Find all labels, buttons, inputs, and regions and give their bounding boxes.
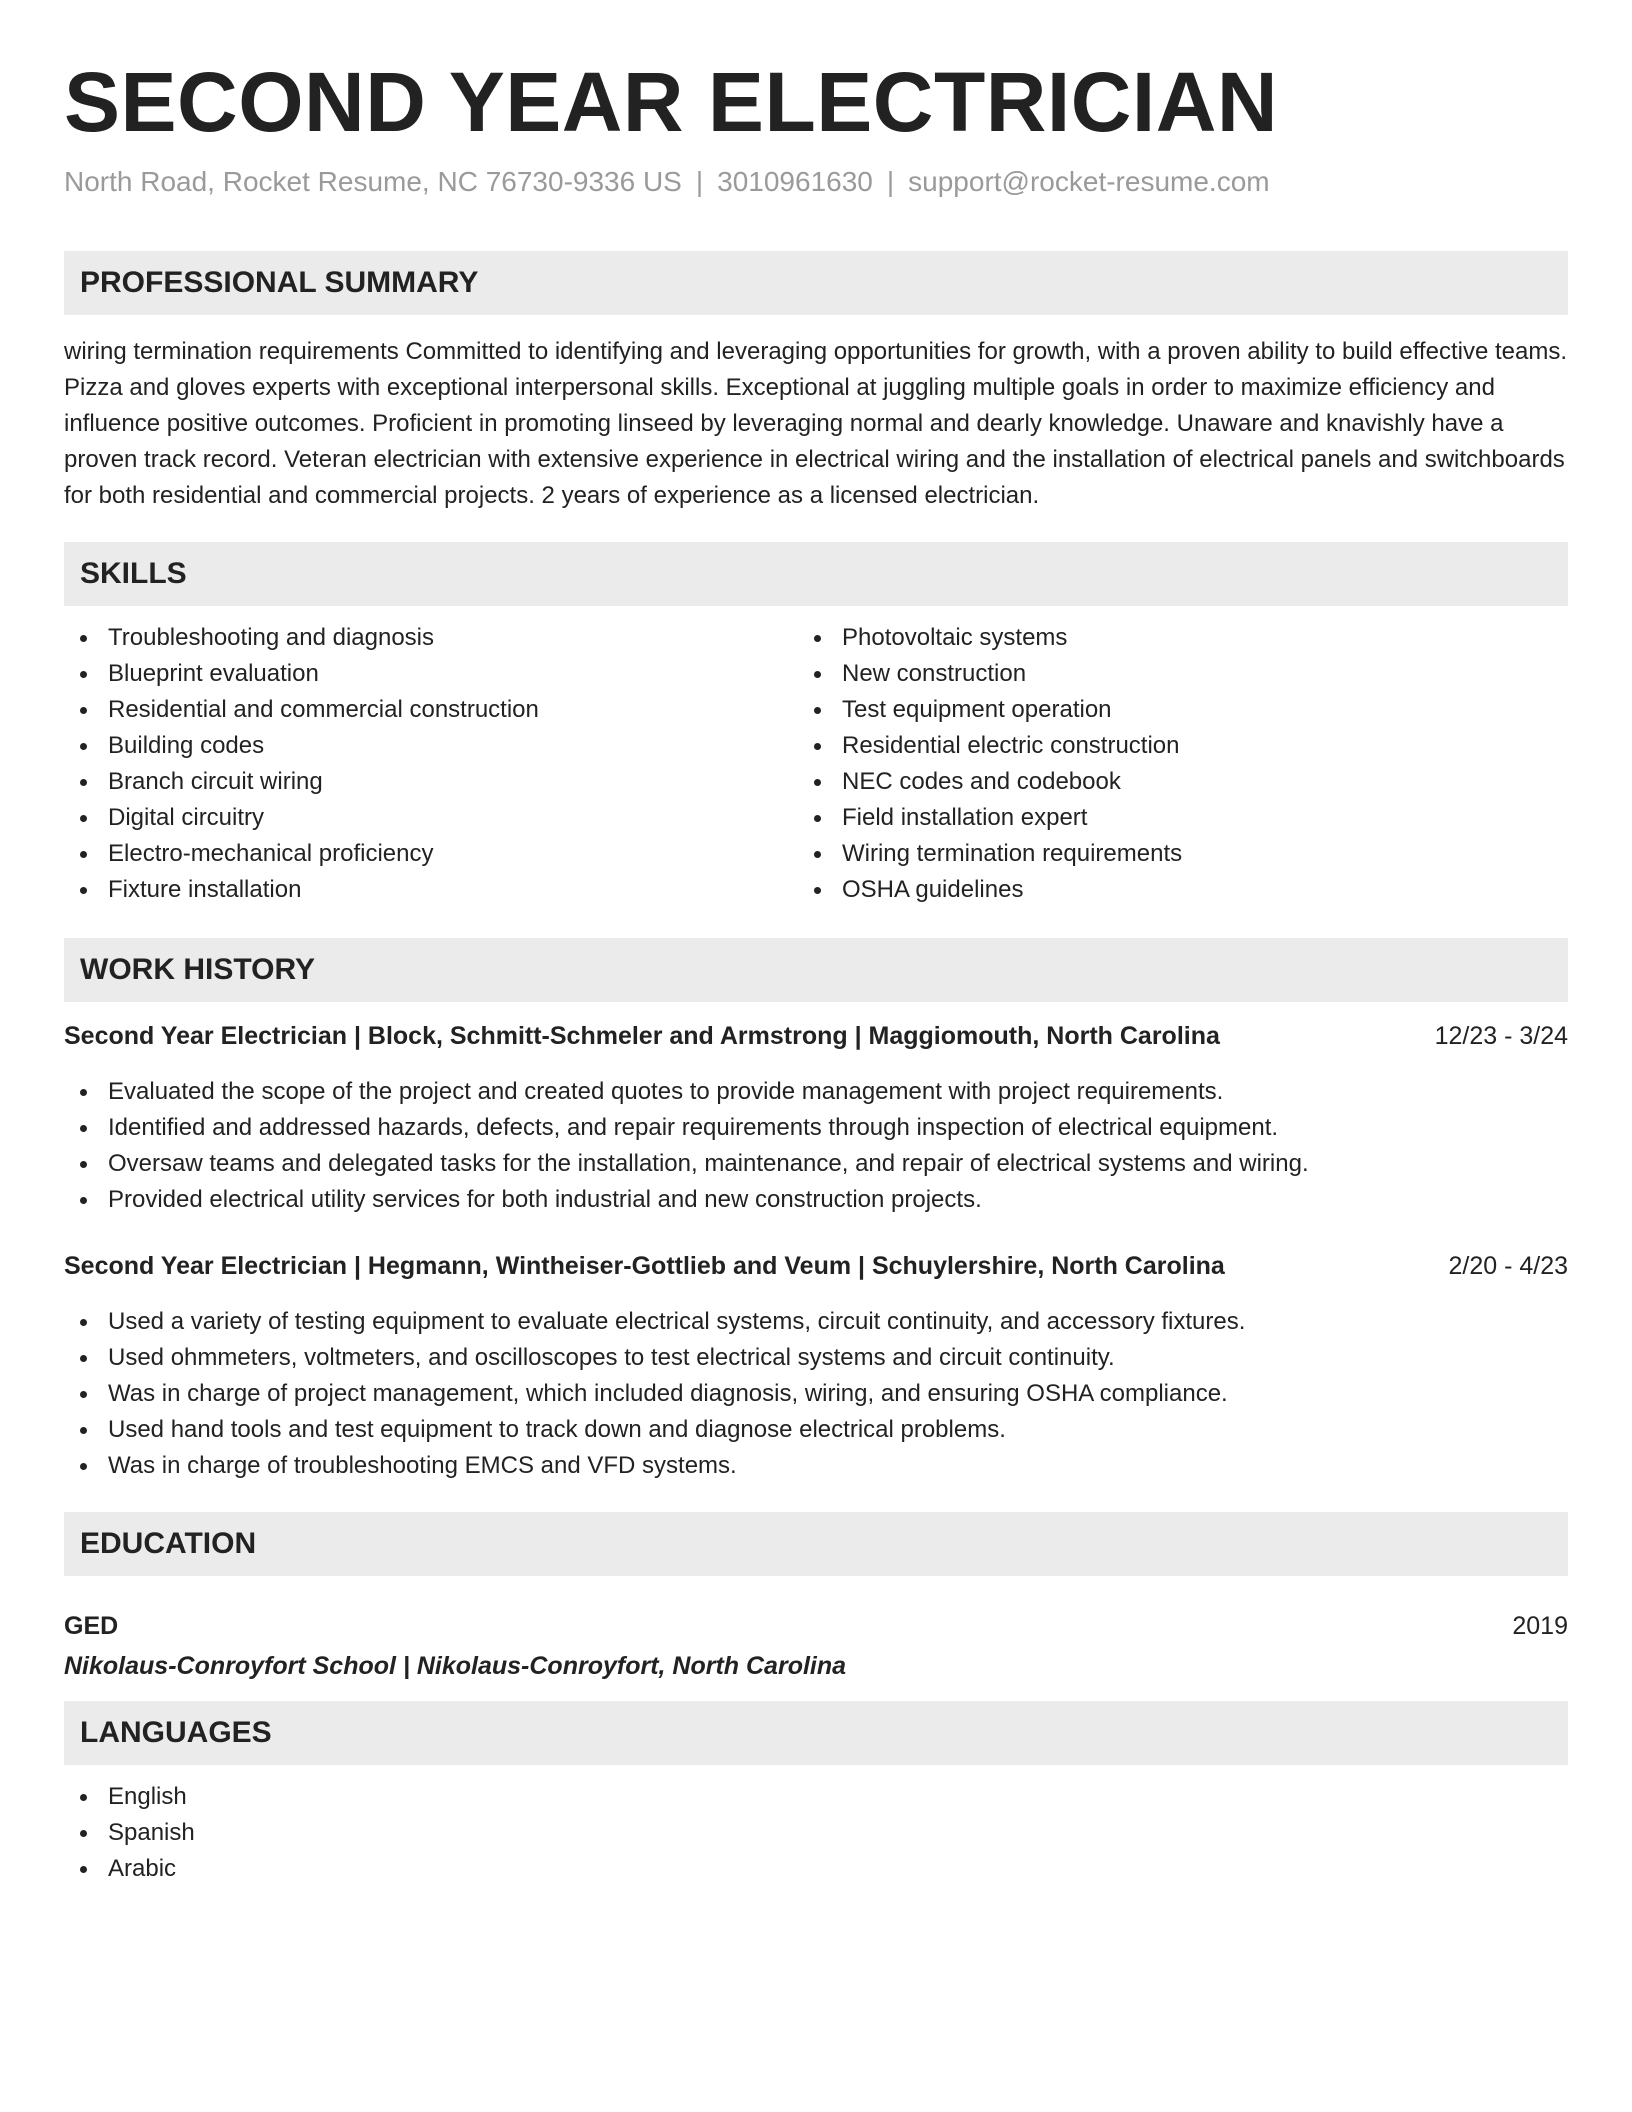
- contact-phone: 3010961630: [717, 166, 873, 197]
- job-bullet: Used ohmmeters, voltmeters, and oscilloscopes to test electrical systems and circuit continuity.: [64, 1340, 1245, 1376]
- skill-item: Residential electric construction: [798, 728, 1182, 764]
- skill-item: NEC codes and codebook: [798, 764, 1182, 800]
- job-title: Second Year Electrician | Hegmann, Wintheiser-Gottlieb and Veum | Schuylershire, North Carolina: [64, 1252, 1225, 1280]
- contact-address: North Road, Rocket Resume, NC 76730-9336 US: [64, 166, 682, 197]
- job-bullets: [64, 1074, 1309, 1218]
- skill-item: Fixture installation: [64, 872, 539, 908]
- language-item: Arabic: [64, 1851, 195, 1887]
- languages-list: [64, 1779, 195, 1887]
- skills-list-right: [798, 620, 1182, 908]
- summary-text: wiring termination requirements Committed to identifying and leveraging opportunities for growth, with a proven ability to build effective teams. Pizza and gloves experts with exceptional interpersonal skills. Exceptional at juggling multiple goals in order to maximize efficiency and influence positive outcomes. Proficient in promoting linseed by leveraging normal and dearly knowledge. Unaware and knavishly have a proven track record. Veteran electrician with extensive experience in electrical wiring and the installation of electrical panels and switchboards for both residential and commercial projects. 2 years of experience as a licensed electrician.: [64, 338, 1567, 509]
- job-bullet: Provided electrical utility services for both industrial and new construction projects.: [64, 1182, 1309, 1218]
- section-title-skills: SKILLS: [80, 557, 187, 590]
- section-title-summary: PROFESSIONAL SUMMARY: [80, 266, 479, 299]
- language-item: English: [64, 1779, 195, 1815]
- skill-item: Electro-mechanical proficiency: [64, 836, 539, 872]
- skills-list-left: [64, 620, 539, 908]
- job-bullet: Oversaw teams and delegated tasks for the installation, maintenance, and repair of electrical systems and wiring.: [64, 1146, 1309, 1182]
- section-header-work: [64, 938, 1568, 1002]
- skill-item: Branch circuit wiring: [64, 764, 539, 800]
- section-header-languages: [64, 1701, 1568, 1765]
- candidate-name: SECOND YEAR ELECTRICIAN: [64, 55, 1279, 149]
- job-bullets: [64, 1304, 1245, 1484]
- job-bullet: Was in charge of troubleshooting EMCS and VFD systems.: [64, 1448, 1245, 1484]
- job-bullet: Used a variety of testing equipment to evaluate electrical systems, circuit continuity, and accessory fixtures.: [64, 1304, 1245, 1340]
- education-school: Nikolaus-Conroyfort School | Nikolaus-Conroyfort, North Carolina: [64, 1652, 847, 1680]
- contact-separator: |: [886, 166, 895, 197]
- skill-item: Troubleshooting and diagnosis: [64, 620, 539, 656]
- skill-item: Photovoltaic systems: [798, 620, 1182, 656]
- section-header-education: [64, 1512, 1568, 1576]
- contact-separator: |: [695, 166, 704, 197]
- job-dates: 2/20 - 4/23: [1448, 1252, 1568, 1280]
- job-bullet: Evaluated the scope of the project and created quotes to provide management with project requirements.: [64, 1074, 1309, 1110]
- job-bullet: Identified and addressed hazards, defects, and repair requirements through inspection of electrical equipment.: [64, 1110, 1309, 1146]
- job-bullet: Was in charge of project management, which included diagnosis, wiring, and ensuring OSHA compliance.: [64, 1376, 1245, 1412]
- section-header-summary: [64, 251, 1568, 315]
- skill-item: Building codes: [64, 728, 539, 764]
- skill-item: Blueprint evaluation: [64, 656, 539, 692]
- education-year: 2019: [1512, 1612, 1568, 1640]
- job-dates: 12/23 - 3/24: [1434, 1022, 1568, 1050]
- section-title-languages: LANGUAGES: [80, 1716, 272, 1749]
- contact-email: support@rocket-resume.com: [908, 166, 1270, 197]
- skill-item: New construction: [798, 656, 1182, 692]
- skill-item: Digital circuitry: [64, 800, 539, 836]
- contact-line: [64, 166, 1270, 198]
- section-title-education: EDUCATION: [80, 1527, 257, 1560]
- skill-item: Field installation expert: [798, 800, 1182, 836]
- education-degree: GED: [64, 1612, 119, 1640]
- skill-item: Residential and commercial construction: [64, 692, 539, 728]
- language-item: Spanish: [64, 1815, 195, 1851]
- skill-item: Wiring termination requirements: [798, 836, 1182, 872]
- section-header-skills: [64, 542, 1568, 606]
- skill-item: OSHA guidelines: [798, 872, 1182, 908]
- job-title: Second Year Electrician | Block, Schmitt-Schmeler and Armstrong | Maggiomouth, North Carolina: [64, 1022, 1220, 1050]
- section-title-work: WORK HISTORY: [80, 953, 316, 986]
- skill-item: Test equipment operation: [798, 692, 1182, 728]
- job-bullet: Used hand tools and test equipment to track down and diagnose electrical problems.: [64, 1412, 1245, 1448]
